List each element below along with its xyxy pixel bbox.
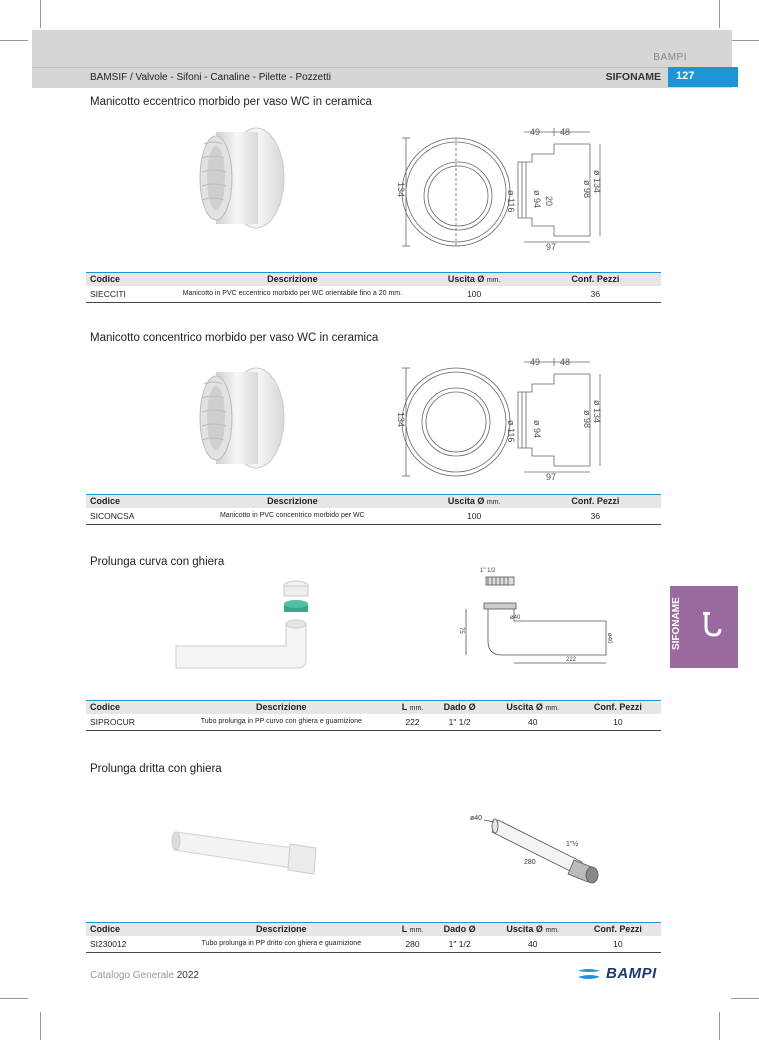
dim-diameter: ø40 (510, 615, 521, 621)
dim-thread: 1"½ (566, 841, 579, 848)
cell-conf: 36 (530, 508, 661, 525)
crop-mark (731, 998, 759, 999)
technical-drawing-concentric (392, 356, 612, 484)
col-conf: Conf. Pezzi (530, 273, 661, 286)
spec-table-concentric (86, 494, 661, 525)
spec-table-straight-extension (86, 922, 661, 953)
page-number: 127 (668, 67, 738, 87)
product-photo-curved-extension (172, 576, 322, 676)
dim-48: 48 (560, 357, 571, 367)
dim-diameter-right: ø40 (606, 633, 612, 644)
col-codice: Codice (86, 923, 166, 936)
col-conf: Conf. Pezzi (530, 495, 661, 508)
header-divider (32, 67, 668, 68)
footer-label: Catalogo Generale 2022 (90, 970, 199, 981)
technical-drawing-straight-extension (470, 810, 610, 888)
side-tab-label: SIFONAME (671, 597, 682, 650)
cell-dado: 1" 1/2 (429, 714, 491, 731)
cell-codice: SICONCSA (86, 508, 166, 525)
spec-table-curved-extension (86, 700, 661, 731)
technical-drawing-eccentric (392, 126, 612, 254)
table-header-row (86, 701, 661, 714)
dim-116: ø 116 (506, 420, 516, 443)
table-row (86, 508, 661, 525)
dim-length: 280 (524, 859, 536, 866)
dim-diameter: ø40 (470, 815, 483, 822)
product-photo-eccentric (186, 122, 290, 234)
dim-height: 75 (458, 627, 464, 634)
table-header-row (86, 273, 661, 286)
dim-thread: 1" 1/2 (480, 568, 496, 574)
dim-97: 97 (546, 472, 557, 482)
crop-mark (719, 1012, 720, 1040)
dim-98: ø 98 (582, 410, 592, 429)
dim-20: 20 (544, 196, 554, 207)
cell-codice: SI230012 (86, 936, 166, 953)
cell-uscita: 100 (419, 508, 530, 525)
table-header-row (86, 923, 661, 936)
cell-length: 222 (397, 714, 429, 731)
cell-descrizione: Tubo prolunga in PP dritto con ghiera e guarnizione (166, 936, 396, 953)
dim-97: 97 (546, 242, 557, 252)
cell-descrizione: Manicotto in PVC eccentrico morbido per WC orientabile fino a 20 mm. (166, 286, 418, 303)
crop-mark (0, 998, 28, 999)
dim-49: 49 (530, 127, 541, 137)
product-photo-concentric (186, 362, 290, 474)
col-length: L mm. (397, 701, 429, 714)
cell-dado: 1" 1/2 (429, 936, 491, 953)
cell-codice: SIPROCUR (86, 714, 166, 731)
product-title: Manicotto eccentrico morbido per vaso WC in ceramica (90, 96, 372, 108)
product-title: Prolunga dritta con ghiera (90, 763, 222, 775)
col-uscita: Uscita Ø mm. (419, 273, 530, 286)
siphon-icon (702, 611, 722, 639)
footer-logo (576, 965, 657, 982)
cell-length: 280 (397, 936, 429, 953)
crop-mark (40, 0, 41, 28)
col-descrizione: Descrizione (166, 701, 396, 714)
dim-116: ø 116 (506, 190, 516, 213)
crop-mark (731, 40, 759, 41)
col-codice: Codice (86, 273, 166, 286)
cell-uscita: 40 (491, 936, 575, 953)
dim-48: 48 (560, 127, 571, 137)
cell-conf: 10 (575, 936, 661, 953)
dim-134: ø 134 (592, 400, 602, 424)
col-uscita: Uscita Ø mm. (491, 701, 575, 714)
col-dado: Dado Ø (429, 701, 491, 714)
cell-descrizione: Tubo prolunga in PP curvo con ghiera e guarnizione (166, 714, 396, 731)
crop-mark (719, 0, 720, 28)
col-codice: Codice (86, 701, 166, 714)
brand-name: BAMPI (653, 52, 687, 63)
col-descrizione: Descrizione (166, 273, 418, 286)
col-descrizione: Descrizione (166, 923, 396, 936)
dim-94: ø 94 (532, 190, 542, 209)
technical-drawing-curved-extension (454, 563, 618, 669)
col-uscita: Uscita Ø mm. (419, 495, 530, 508)
dim-49: 49 (530, 357, 541, 367)
product-title: Prolunga curva con ghiera (90, 556, 225, 568)
table-row (86, 714, 661, 731)
spec-table-eccentric (86, 272, 661, 303)
cell-conf: 36 (530, 286, 661, 303)
col-conf: Conf. Pezzi (575, 923, 661, 936)
footer-logo-text: BAMPI (606, 965, 657, 982)
product-title: Manicotto concentrico morbido per vaso WC in ceramica (90, 332, 379, 344)
col-codice: Codice (86, 495, 166, 508)
dim-height: 134 (396, 182, 406, 198)
bampi-logo-icon (576, 967, 602, 981)
col-uscita: Uscita Ø mm. (491, 923, 575, 936)
col-conf: Conf. Pezzi (575, 701, 661, 714)
crop-mark (0, 40, 28, 41)
table-header-row (86, 495, 661, 508)
product-photo-straight-extension (170, 824, 320, 878)
cell-descrizione: Manicotto in PVC concentrico morbido per WC (166, 508, 418, 525)
col-dado: Dado Ø (429, 923, 491, 936)
dim-length: 222 (566, 657, 577, 663)
dim-98: ø 98 (582, 180, 592, 199)
dim-134: ø 134 (592, 170, 602, 194)
cell-uscita: 40 (491, 714, 575, 731)
cell-codice: SIECCITI (86, 286, 166, 303)
col-length: L mm. (397, 923, 429, 936)
table-row (86, 286, 661, 303)
table-row (86, 936, 661, 953)
cell-conf: 10 (575, 714, 661, 731)
dim-height: 134 (396, 412, 406, 428)
dim-94: ø 94 (532, 420, 542, 439)
col-descrizione: Descrizione (166, 495, 418, 508)
cell-uscita: 100 (419, 286, 530, 303)
section-name: SIFONAME (605, 71, 661, 83)
crop-mark (40, 1012, 41, 1040)
breadcrumb: BAMSIF / Valvole - Sifoni - Canaline - Pilette - Pozzetti (90, 72, 332, 83)
